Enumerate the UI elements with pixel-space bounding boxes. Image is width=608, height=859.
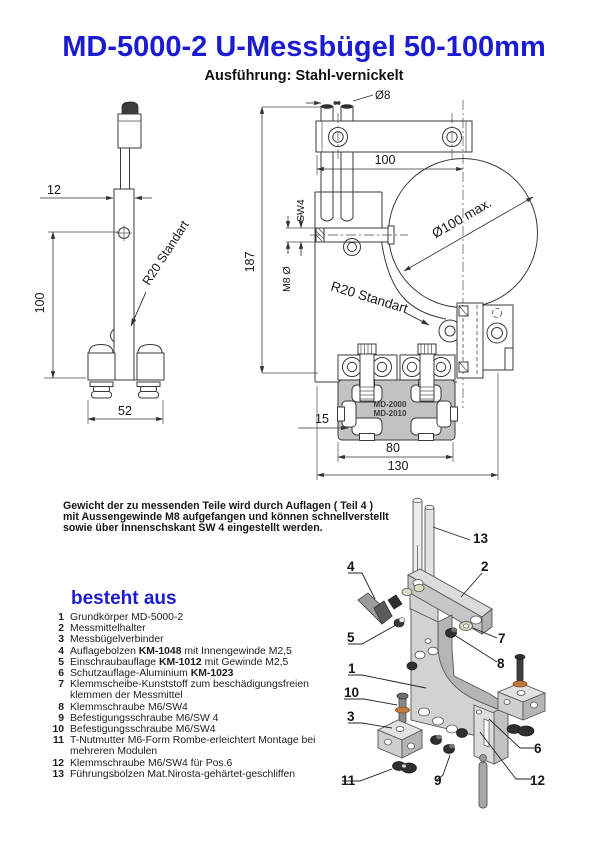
callout-10: 10 (344, 685, 360, 700)
part-row (46, 646, 346, 657)
part-row (46, 634, 346, 645)
dim-100-side: 100 (374, 153, 396, 167)
parts-list-heading: besteht aus (71, 588, 177, 609)
part-number: 9 (58, 712, 64, 724)
isometric-exploded-view (330, 490, 608, 859)
part-row (46, 702, 346, 713)
spindle (121, 148, 130, 189)
part-row (46, 668, 346, 679)
part-number: 4 (58, 645, 64, 657)
dim-100-front: 100 (33, 292, 47, 314)
part-number: 11 (53, 735, 64, 747)
part-number: 3 (58, 634, 64, 646)
part-number: 6 (58, 668, 64, 680)
iso-tnut-right (507, 725, 534, 737)
part-description: Einschraubauflage KM-1012 mit Gewinde M2,5 (70, 656, 289, 668)
bracket-column (457, 303, 483, 378)
page-subtitle: Ausführung: Stahl-vernickelt (204, 68, 404, 84)
part-description: Grundkörper MD-5000-2 (70, 612, 184, 623)
knob-cap (122, 102, 138, 114)
iso-bracket-plates (474, 705, 508, 764)
description-line-3: sowie über Innenschskant SW 4 eingestellt werden. (63, 522, 323, 534)
rail-clamp-blocks (338, 355, 455, 380)
dim-187: 187 (243, 251, 257, 273)
rod (114, 189, 134, 380)
part-row (46, 612, 346, 623)
part-row (46, 769, 346, 780)
part-number: 12 (52, 757, 64, 769)
rail-label-2: MD-2010 (373, 409, 407, 418)
side-r20-note: R20 Standart (329, 278, 410, 317)
part-number: 1 (58, 612, 64, 623)
iso-hanging-pin (479, 755, 487, 809)
part-number: 10 (52, 724, 64, 736)
dim-dia100max: Ø100 max. (429, 195, 495, 242)
clamp-block-left (88, 353, 115, 380)
part-description: Auflagebolzen KM-1048 mit Innengewinde M2,5 (70, 645, 292, 657)
part-description: Führungsbolzen Mat.Nirosta-gehärtet-geschliffen (70, 768, 296, 780)
part-row (46, 735, 346, 757)
dim-52: 52 (118, 404, 132, 418)
top-arm (316, 121, 472, 152)
part-row (46, 623, 346, 634)
front-view (33, 102, 192, 424)
clamp-block-right (137, 353, 164, 380)
callout-12: 12 (530, 773, 546, 788)
dim-15: 15 (315, 412, 329, 426)
technical-drawing (0, 85, 608, 485)
dim-80: 80 (386, 441, 400, 455)
side-view (243, 90, 538, 480)
callout-2: 2 (481, 559, 489, 574)
front-r20-note: R20 Standart (139, 218, 192, 288)
part-description: T-Nutmutter M6-Form Rombe-erleichtert Montage bei mehreren Modulen (70, 735, 316, 758)
part-description: Befestigungsschraube M6/SW 4 (70, 712, 219, 724)
clamp-dome-right (138, 345, 162, 354)
part-description: Klemmschraube M6/SW4 für Pos.6 (70, 757, 233, 769)
dim-130: 130 (387, 459, 409, 473)
callout-6: 6 (534, 741, 542, 756)
callout-5: 5 (347, 630, 355, 645)
t-nut-foot-right (137, 382, 160, 398)
part-number: 7 (58, 679, 64, 691)
part-row (46, 724, 346, 735)
clamp-dome-left (89, 345, 113, 354)
iso-screws-9 (431, 735, 456, 754)
description-line-1: Gewicht der zu messenden Teile wird durch Auflagen ( Teil 4 ) (63, 500, 374, 512)
callout-8: 8 (497, 656, 505, 671)
callout-11: 11 (341, 773, 356, 788)
dim-dia8: Ø8 (375, 90, 391, 102)
part-number: 8 (58, 701, 64, 713)
part-number: 2 (58, 623, 64, 635)
dim-sw4: SW4 (295, 199, 307, 222)
description-line-2: mit Aussengewinde M8 aufgefangen und können schnellverstellt (63, 511, 389, 523)
part-number: 13 (52, 768, 64, 780)
holder-plate (483, 305, 513, 370)
part-description: Messbügelverbinder (70, 634, 164, 646)
callout-4: 4 (347, 559, 355, 574)
part-description: Befestigungsschraube M6/SW4 (70, 724, 216, 736)
knob-body (118, 114, 141, 148)
part-description: Klemmscheibe-Kunststoff zum beschädigungsfreien klemmen der Messmittel (70, 679, 309, 702)
part-number: 5 (58, 656, 64, 668)
part-description: Schutzauflage-Aluminium KM-1023 (70, 668, 234, 680)
iso-block-3 (378, 720, 422, 758)
rail-label-1: MD-2000 (373, 400, 407, 409)
part-row (46, 758, 346, 769)
callout-7: 7 (498, 631, 506, 646)
callout-13: 13 (473, 531, 489, 546)
part-description: Klemmschraube M6/SW4 (70, 701, 188, 713)
dim-m8: M8 Ø (281, 266, 293, 292)
iso-tnut-11 (393, 762, 417, 774)
iso-bolt-10 (396, 693, 410, 723)
part-description: Messmittelhalter (70, 623, 146, 635)
parts-list (46, 612, 346, 780)
dim-12: 12 (47, 183, 61, 197)
part-row (46, 679, 346, 701)
iso-bolt-12 (513, 654, 527, 687)
callout-9: 9 (434, 773, 442, 788)
t-nut-foot-left (90, 382, 113, 398)
iso-washer-7 (460, 621, 473, 630)
rail-profile (338, 380, 458, 441)
part-row (46, 657, 346, 668)
callout-3: 3 (347, 709, 355, 724)
part-row (46, 713, 346, 724)
callout-1: 1 (348, 661, 356, 676)
clamp-bolt (310, 226, 408, 256)
page-title: MD-5000-2 U-Messbügel 50-100mm (62, 31, 546, 63)
